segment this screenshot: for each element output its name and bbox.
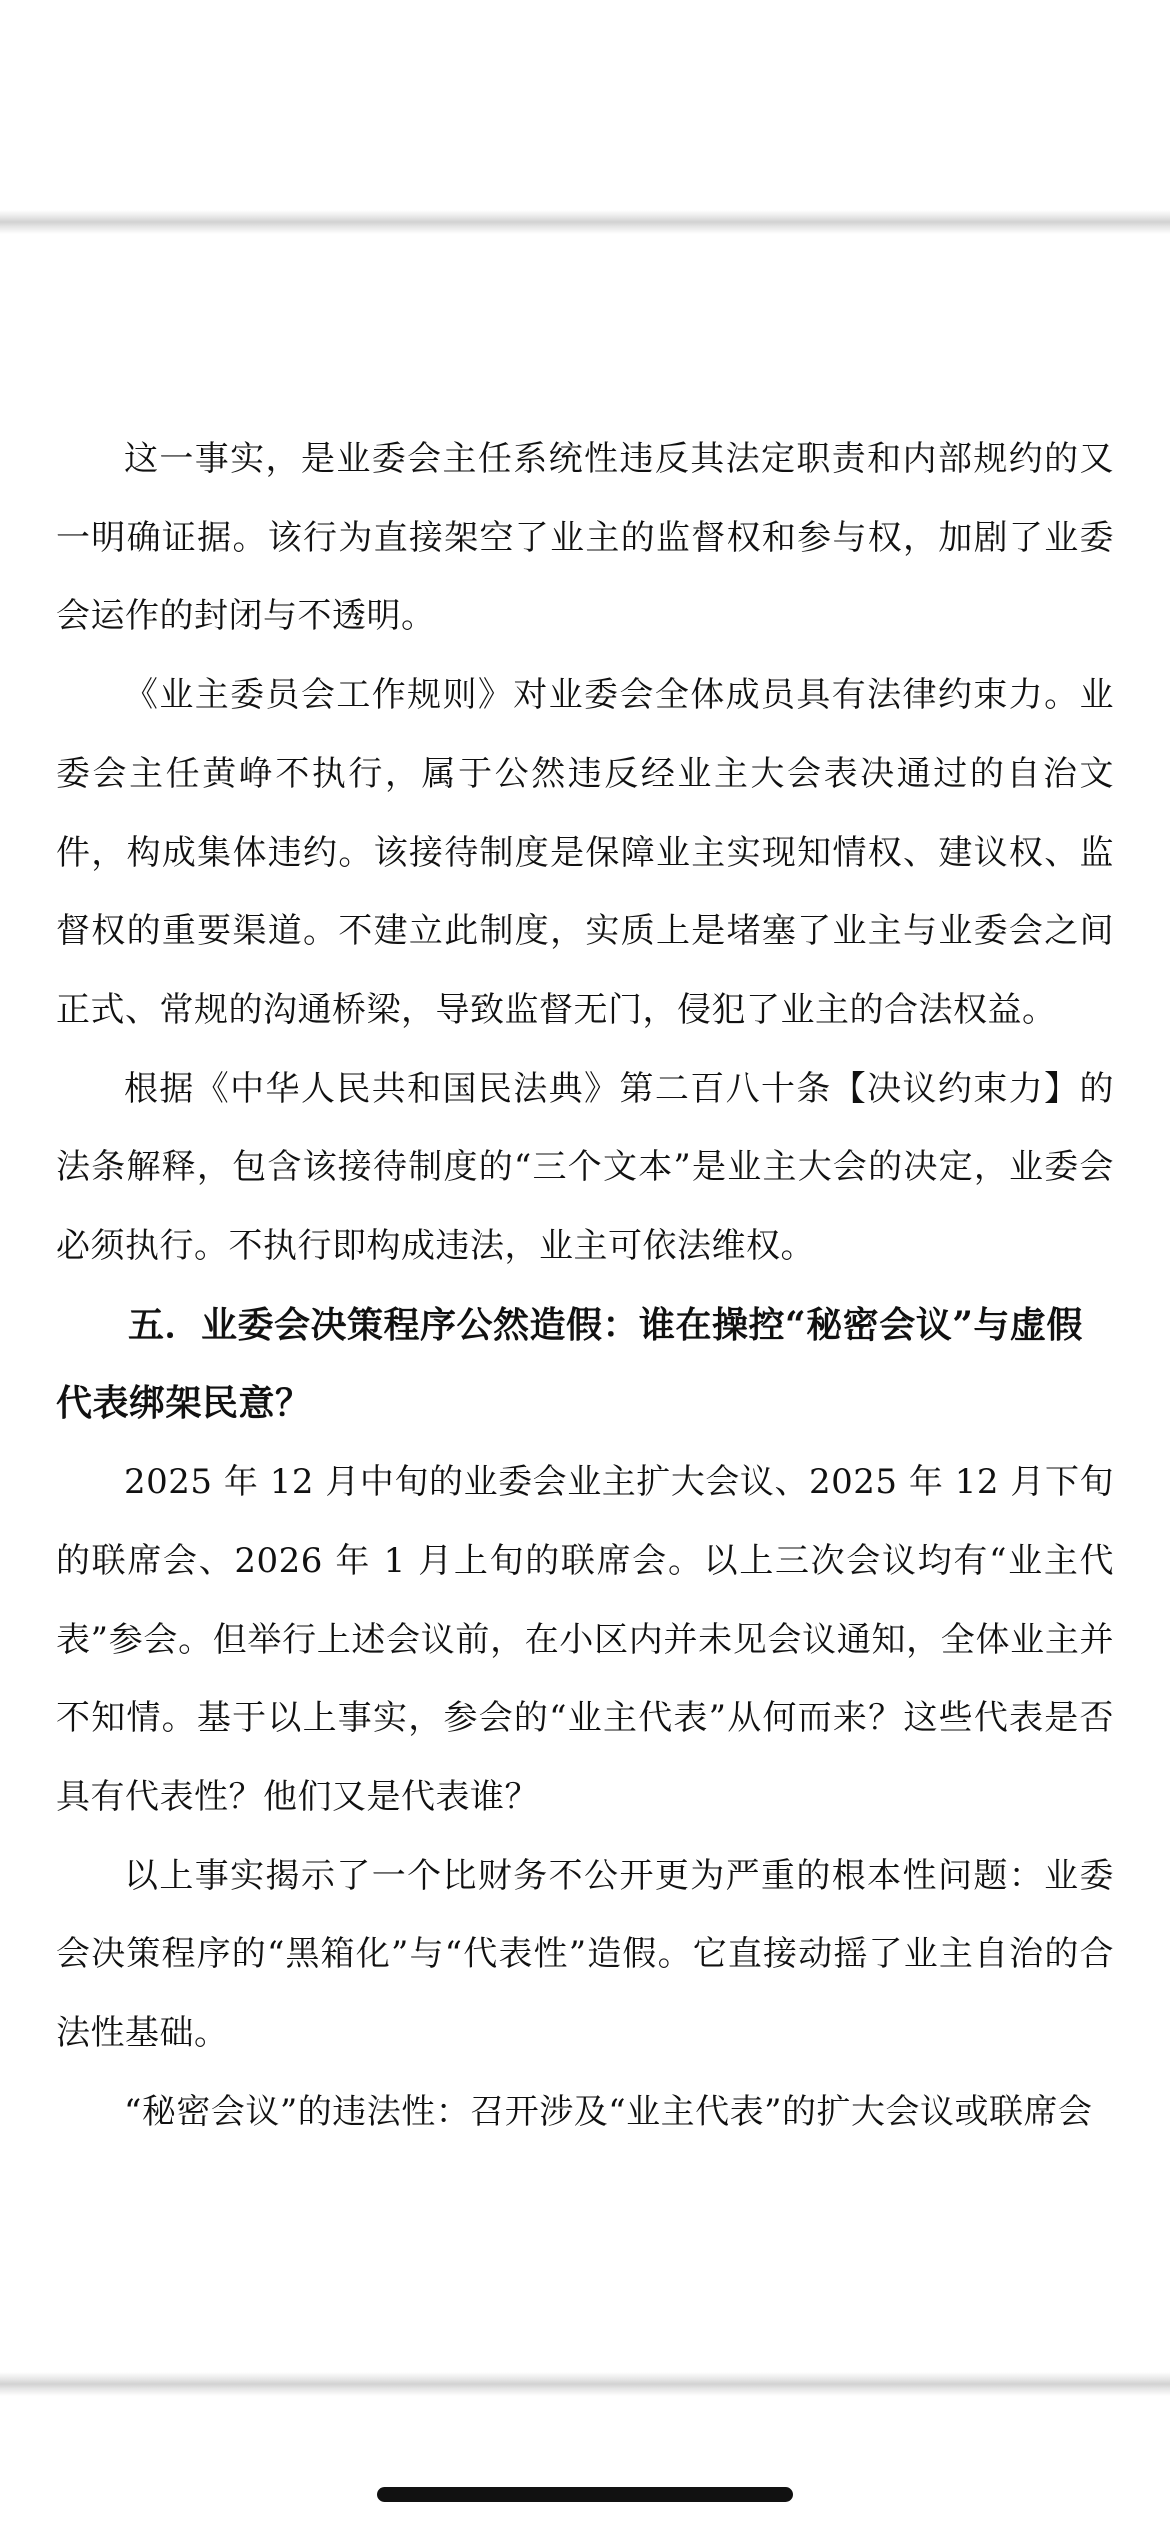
section-heading: 五．业委会决策程序公然造假：谁在操控“秘密会议”与虚假代表绑架民意？ <box>56 1303 1083 1425</box>
page-break-bottom <box>0 2372 1170 2396</box>
paragraph-3: 根据《中华人民共和国民法典》第二百八十条【决议约束力】的法条解释，包含该接待制度的“三个文本”是业主大会的决定，业委会必须执行。不执行即构成违法，业主可依法维权。 <box>56 1068 1114 1267</box>
paragraph-2: 《业主委员会工作规则》对业委会全体成员具有法律约束力。业委会主任黄峥不执行，属于公然违反经业主大会表决通过的自治文件，构成集体违约。该接待制度是保障业主实现知情权、建议权、监督权的重要渠道。不建立此制度，实质上是堵塞了业主与业委会之间正式、常规的沟通桥梁，导致监督无门，侵犯了业主的合法权益。 <box>56 675 1114 1030</box>
paragraph-5: 以上事实揭示了一个比财务不公开更为严重的根本性问题：业委会决策程序的“黑箱化”与“代表性”造假。它直接动摇了业主自治的合法性基础。 <box>56 1855 1114 2054</box>
paragraph-4: 2025 年 12 月中旬的业委会业主扩大会议、2025 年 12 月下旬的联席会、2026 年 1 月上旬的联席会。以上三次会议均有“业主代表”参会。但举行上述会议前，在小区内并未见会议通知，全体业主并不知情。基于以上事实，参会的“业主代表”从何而来？这些代表是否具有代表性？他们又是代表谁？ <box>56 1462 1114 1817</box>
page-break-top <box>0 210 1170 234</box>
paragraph-6: “秘密会议”的违法性：召开涉及“业主代表”的扩大会议或联席会 <box>124 2091 1093 2132</box>
document-body <box>56 420 1114 2151</box>
paragraph-1: 这一事实，是业委会主任系统性违反其法定职责和内部规约的又一明确证据。该行为直接架空了业主的监督权和参与权，加剧了业委会运作的封闭与不透明。 <box>56 439 1114 637</box>
home-indicator[interactable] <box>377 2487 793 2502</box>
